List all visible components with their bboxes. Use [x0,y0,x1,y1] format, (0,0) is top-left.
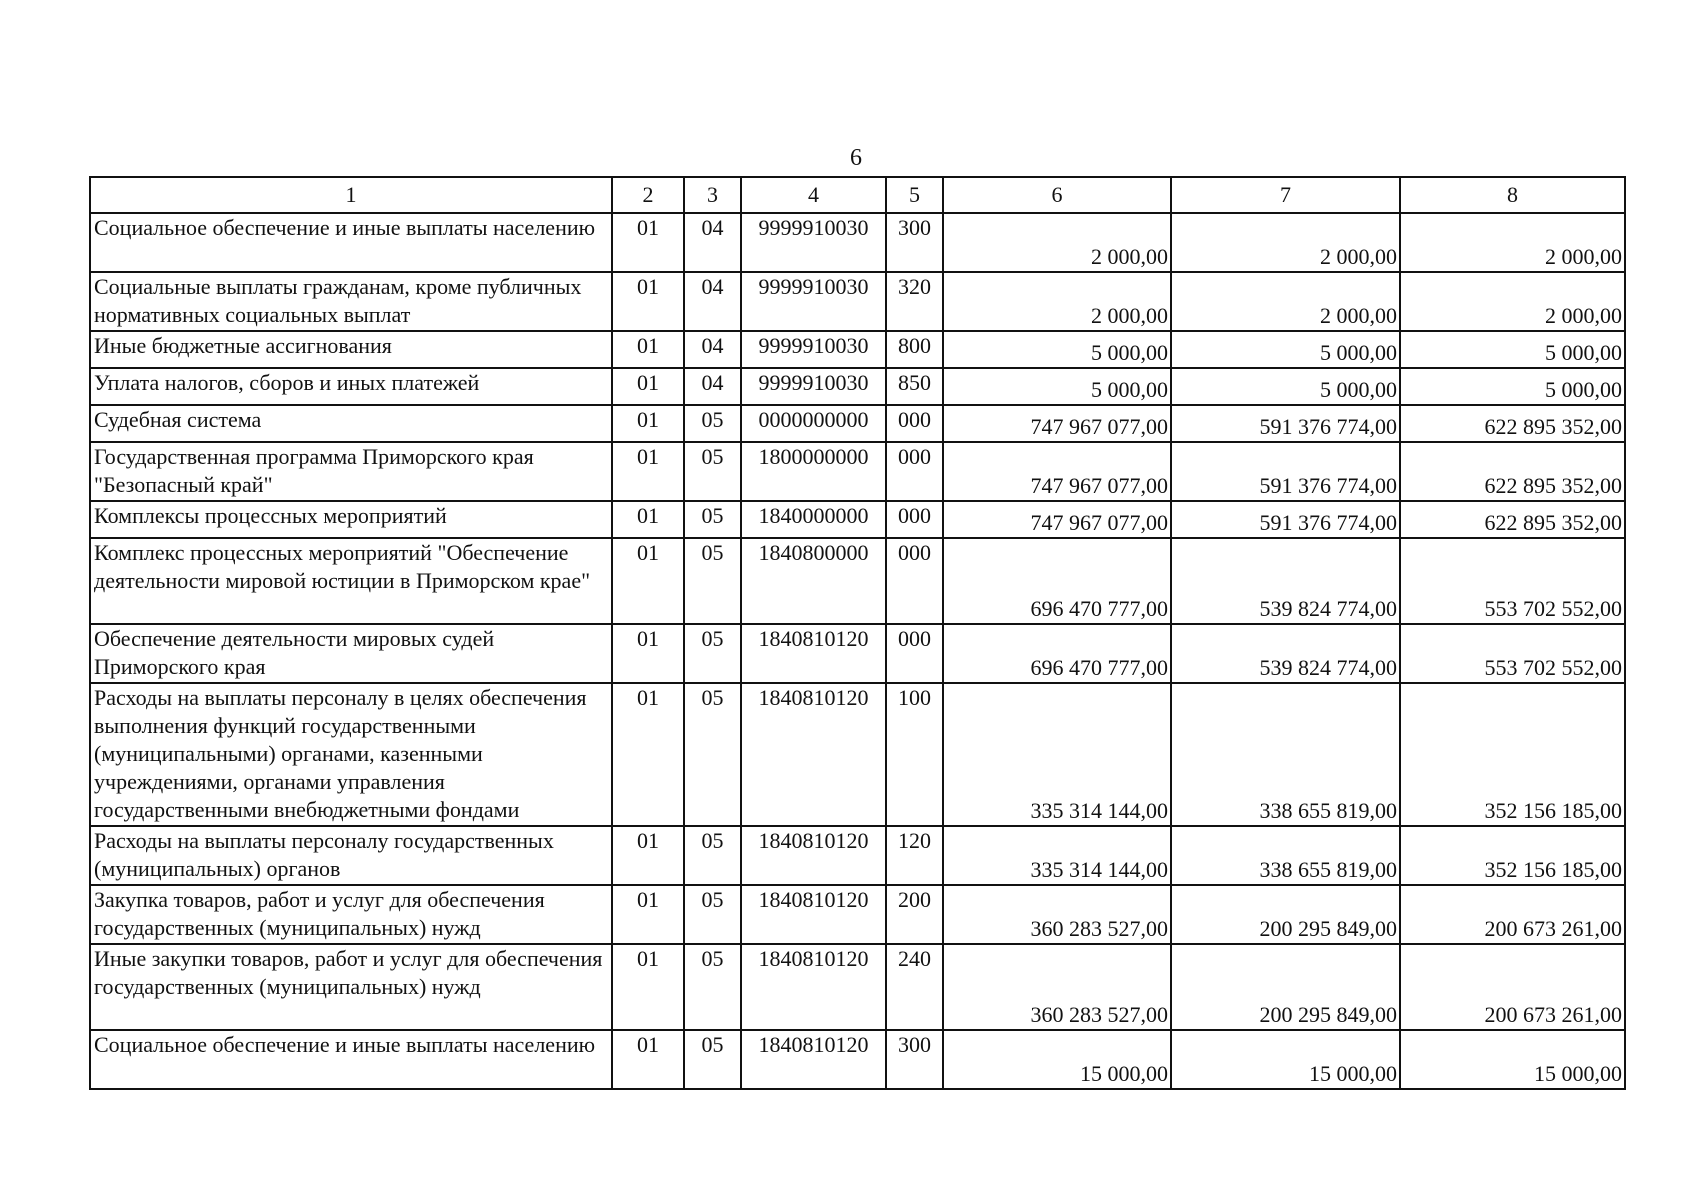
amount-col-6: 747 967 077,00 [943,442,1171,501]
column-header-2: 2 [612,177,684,213]
column-header-7: 7 [1171,177,1400,213]
section-code: 01 [612,1030,684,1089]
amount-col-8: 2 000,00 [1400,213,1625,272]
target-article-code: 9999910030 [741,368,886,405]
row-name: Государственная программа Приморского края "Безопасный край" [90,442,612,501]
subsection-code: 04 [684,272,741,331]
amount-col-8: 622 895 352,00 [1400,501,1625,538]
section-code: 01 [612,826,684,885]
table-row [90,944,1625,1030]
row-name: Социальные выплаты гражданам, кроме публичных нормативных социальных выплат [90,272,612,331]
amount-col-6: 335 314 144,00 [943,826,1171,885]
expense-type-code: 300 [886,1030,943,1089]
expense-type-code: 320 [886,272,943,331]
amount-col-6: 360 283 527,00 [943,944,1171,1030]
column-header-8: 8 [1400,177,1625,213]
table-row [90,624,1625,683]
amount-col-6: 360 283 527,00 [943,885,1171,944]
target-article-code: 1840810120 [741,826,886,885]
section-code: 01 [612,442,684,501]
section-code: 01 [612,944,684,1030]
amount-col-7: 2 000,00 [1171,272,1400,331]
expense-type-code: 000 [886,501,943,538]
amount-col-8: 5 000,00 [1400,331,1625,368]
amount-col-8: 553 702 552,00 [1400,624,1625,683]
amount-col-6: 2 000,00 [943,213,1171,272]
amount-col-6: 5 000,00 [943,331,1171,368]
table-row [90,442,1625,501]
amount-col-7: 2 000,00 [1171,213,1400,272]
amount-col-7: 5 000,00 [1171,368,1400,405]
row-name: Закупка товаров, работ и услуг для обеспечения государственных (муниципальных) нужд [90,885,612,944]
subsection-code: 05 [684,944,741,1030]
expense-type-code: 000 [886,624,943,683]
target-article-code: 9999910030 [741,213,886,272]
expense-type-code: 000 [886,442,943,501]
table-row [90,683,1625,826]
amount-col-7: 539 824 774,00 [1171,624,1400,683]
amount-col-8: 200 673 261,00 [1400,944,1625,1030]
expense-type-code: 240 [886,944,943,1030]
table-row [90,885,1625,944]
target-article-code: 1840810120 [741,683,886,826]
row-name: Расходы на выплаты персоналу государственных (муниципальных) органов [90,826,612,885]
amount-col-6: 696 470 777,00 [943,538,1171,624]
amount-col-7: 591 376 774,00 [1171,442,1400,501]
subsection-code: 04 [684,331,741,368]
row-name: Комплексы процессных мероприятий [90,501,612,538]
section-code: 01 [612,683,684,826]
expense-type-code: 000 [886,538,943,624]
section-code: 01 [612,213,684,272]
expense-type-code: 850 [886,368,943,405]
row-name: Социальное обеспечение и иные выплаты населению [90,1030,612,1089]
amount-col-6: 335 314 144,00 [943,683,1171,826]
table-row [90,331,1625,368]
subsection-code: 05 [684,1030,741,1089]
amount-col-7: 591 376 774,00 [1171,501,1400,538]
section-code: 01 [612,368,684,405]
table-row [90,826,1625,885]
subsection-code: 05 [684,501,741,538]
amount-col-8: 352 156 185,00 [1400,683,1625,826]
amount-col-7: 15 000,00 [1171,1030,1400,1089]
target-article-code: 0000000000 [741,405,886,442]
page-number: 6 [850,145,862,171]
section-code: 01 [612,501,684,538]
amount-col-8: 2 000,00 [1400,272,1625,331]
amount-col-6: 747 967 077,00 [943,501,1171,538]
column-header-4: 4 [741,177,886,213]
section-code: 01 [612,272,684,331]
row-name: Обеспечение деятельности мировых судей Приморского края [90,624,612,683]
row-name: Комплекс процессных мероприятий "Обеспечение деятельности мировой юстиции в Приморском крае" [90,538,612,624]
amount-col-7: 5 000,00 [1171,331,1400,368]
amount-col-8: 15 000,00 [1400,1030,1625,1089]
table-row [90,501,1625,538]
target-article-code: 1840810120 [741,944,886,1030]
section-code: 01 [612,885,684,944]
section-code: 01 [612,538,684,624]
amount-col-8: 553 702 552,00 [1400,538,1625,624]
table-row [90,272,1625,331]
subsection-code: 05 [684,624,741,683]
expense-type-code: 100 [886,683,943,826]
amount-col-6: 2 000,00 [943,272,1171,331]
amount-col-8: 622 895 352,00 [1400,442,1625,501]
subsection-code: 05 [684,405,741,442]
target-article-code: 1840810120 [741,885,886,944]
target-article-code: 1840810120 [741,624,886,683]
expense-type-code: 300 [886,213,943,272]
subsection-code: 05 [684,538,741,624]
amount-col-7: 338 655 819,00 [1171,683,1400,826]
section-code: 01 [612,624,684,683]
amount-col-8: 622 895 352,00 [1400,405,1625,442]
amount-col-6: 15 000,00 [943,1030,1171,1089]
row-name: Социальное обеспечение и иные выплаты населению [90,213,612,272]
target-article-code: 1840000000 [741,501,886,538]
column-header-3: 3 [684,177,741,213]
expense-type-code: 000 [886,405,943,442]
row-name: Иные закупки товаров, работ и услуг для обеспечения государственных (муниципальных) нужд [90,944,612,1030]
amount-col-6: 696 470 777,00 [943,624,1171,683]
column-header-6: 6 [943,177,1171,213]
subsection-code: 04 [684,213,741,272]
target-article-code: 1840810120 [741,1030,886,1089]
target-article-code: 9999910030 [741,331,886,368]
subsection-code: 05 [684,885,741,944]
target-article-code: 1800000000 [741,442,886,501]
column-header-1: 1 [90,177,612,213]
expense-type-code: 120 [886,826,943,885]
row-name: Иные бюджетные ассигнования [90,331,612,368]
budget-table [89,176,1626,1090]
table-row [90,405,1625,442]
amount-col-7: 591 376 774,00 [1171,405,1400,442]
expense-type-code: 200 [886,885,943,944]
header-row [90,177,1625,213]
subsection-code: 04 [684,368,741,405]
amount-col-8: 200 673 261,00 [1400,885,1625,944]
table-row [90,538,1625,624]
amount-col-7: 200 295 849,00 [1171,885,1400,944]
row-name: Судебная система [90,405,612,442]
amount-col-7: 539 824 774,00 [1171,538,1400,624]
section-code: 01 [612,405,684,442]
row-name: Уплата налогов, сборов и иных платежей [90,368,612,405]
table-row [90,1030,1625,1089]
amount-col-6: 5 000,00 [943,368,1171,405]
table-row [90,368,1625,405]
target-article-code: 9999910030 [741,272,886,331]
subsection-code: 05 [684,826,741,885]
amount-col-8: 5 000,00 [1400,368,1625,405]
section-code: 01 [612,331,684,368]
target-article-code: 1840800000 [741,538,886,624]
column-header-5: 5 [886,177,943,213]
expense-type-code: 800 [886,331,943,368]
table-row [90,213,1625,272]
amount-col-6: 747 967 077,00 [943,405,1171,442]
amount-col-7: 200 295 849,00 [1171,944,1400,1030]
subsection-code: 05 [684,442,741,501]
amount-col-7: 338 655 819,00 [1171,826,1400,885]
amount-col-8: 352 156 185,00 [1400,826,1625,885]
row-name: Расходы на выплаты персоналу в целях обеспечения выполнения функций государственными (муниципальными) органами, казенными учреждениями, органами управления государственными внебюджетными фондами [90,683,612,826]
subsection-code: 05 [684,683,741,826]
